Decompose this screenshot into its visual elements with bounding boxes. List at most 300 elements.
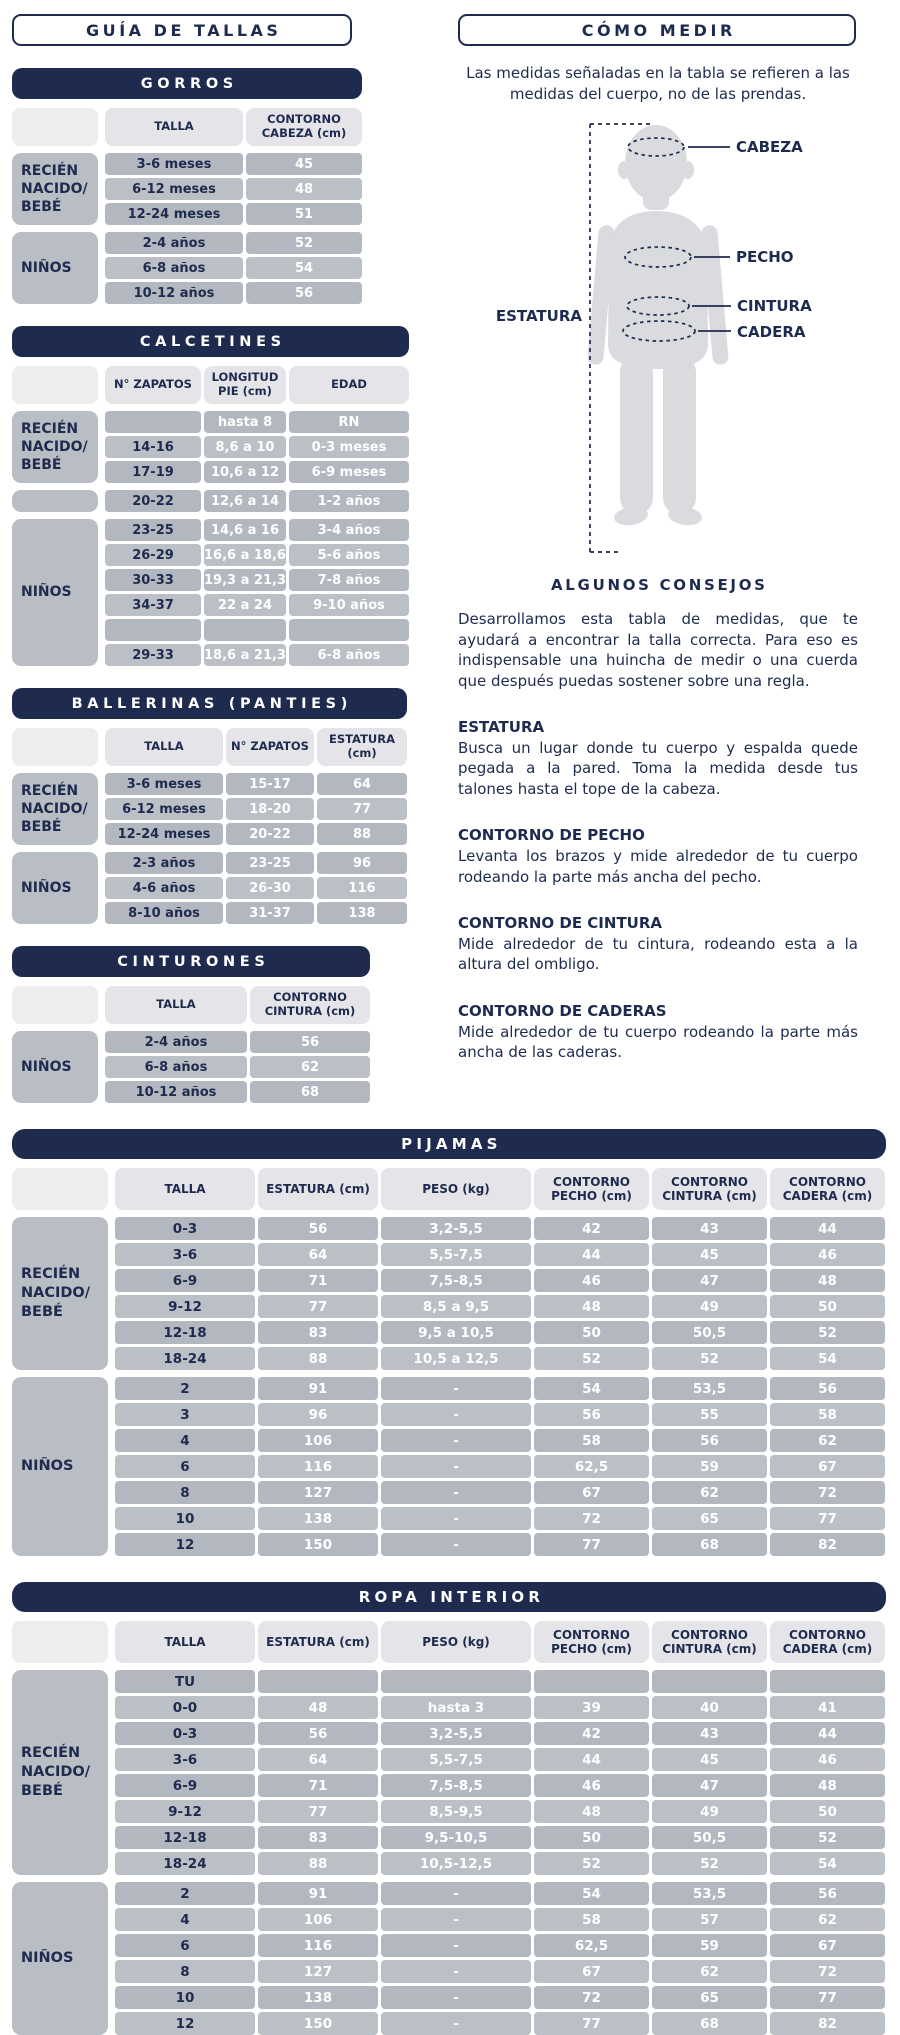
table-cell: 14,6 a 16 [204,519,286,541]
group-rows [115,1377,886,1556]
table-cell: 20-22 [226,823,314,845]
table-cell: 9,5 a 10,5 [381,1321,531,1344]
table-title-bar: GORROS [12,68,362,99]
table-cell [652,1670,767,1693]
table-cell: 6-8 años [105,1056,247,1078]
table-cell: 8,5 a 9,5 [381,1295,531,1318]
measure-tip [458,914,858,975]
table-cell [105,411,201,433]
table-cell: 77 [770,1986,885,2009]
group-label: NIÑOS [12,852,98,924]
table-row [105,1081,370,1103]
table-cell: 6 [115,1934,255,1957]
estatura-label: ESTATURA [495,307,582,326]
table-cell [105,619,201,641]
tip-text: Mide alrededor de tu cintura, rodeando esta a la altura del ombligo. [458,934,858,974]
table-cell: 53,5 [652,1882,767,1905]
table-cell: 50,5 [652,1826,767,1849]
table-cell: 56 [770,1377,885,1400]
group-rows [105,490,409,512]
table-cell: 138 [258,1507,378,1530]
table-row [105,436,409,458]
table-cell: 62 [770,1429,885,1452]
table-cell: 127 [258,1481,378,1504]
table-cell: 49 [652,1800,767,1823]
column-header: TALLA [105,108,243,146]
table-cell: - [381,1908,531,1931]
group-label: RECIÉN NACIDO/ BEBÉ [12,153,98,225]
table-cell: TU [115,1670,255,1693]
table-title-bar: CINTURONES [12,946,370,977]
table-cell: 62 [250,1056,370,1078]
table-cell: 6-12 meses [105,178,243,200]
group-label: RECIÉN NACIDO/ BEBÉ [12,1217,108,1370]
table-cell: 10-12 años [105,1081,247,1103]
table-corner-cell [12,986,98,1024]
table-cell: 56 [770,1882,885,1905]
table-cell: 4 [115,1429,255,1452]
measure-tip [458,1002,858,1063]
table-row [115,1696,886,1719]
table-cinturones [12,946,370,1103]
table-group [12,852,407,924]
group-rows [105,153,362,225]
table-group [12,490,409,512]
page-title: GUÍA DE TALLAS [12,14,352,46]
table-group [12,1377,886,1556]
table-cell: 39 [534,1696,649,1719]
table-header-cells [105,108,362,146]
table-row [115,1852,886,1875]
table-cell: 77 [258,1800,378,1823]
group-rows [115,1670,886,1875]
table-cell: 59 [652,1455,767,1478]
table-row [115,1670,886,1693]
table-row [115,1403,886,1426]
column-header: CONTORNO CINTURA (cm) [250,986,370,1024]
table-cell: 43 [652,1722,767,1745]
table-group [12,773,407,845]
table-cell: 19,3 a 21,3 [204,569,286,591]
table-cell: 12 [115,1533,255,1556]
table-cell: 58 [534,1908,649,1931]
table-cell: 54 [534,1882,649,1905]
table-cell: 14-16 [105,436,201,458]
column-header: ESTATURA (cm) [258,1621,378,1663]
top-two-columns [12,14,886,1103]
table-cell: 52 [246,232,362,254]
table-cell: 5,5-7,5 [381,1748,531,1771]
table-cell: - [381,1377,531,1400]
table-cell: 12,6 a 14 [204,490,286,512]
table-title-bar: ROPA INTERIOR [12,1582,886,1612]
table-cell: 6-12 meses [105,798,223,820]
table-cell: 116 [258,1455,378,1478]
table-cell: - [381,1507,531,1530]
tip-heading: CONTORNO DE CADERAS [458,1001,667,1020]
table-cell: 17-19 [105,461,201,483]
table-row [115,1217,886,1240]
group-label: RECIÉN NACIDO/ BEBÉ [12,1670,108,1875]
table-cell: 83 [258,1826,378,1849]
table-cell: 83 [258,1321,378,1344]
table-header-cells [105,366,409,404]
column-header: CONTORNO PECHO (cm) [534,1168,649,1210]
table-corner-cell [12,728,98,766]
tip-heading: ESTATURA [458,717,545,736]
table-ballerinas [12,688,407,924]
column-header: ESTATURA (cm) [258,1168,378,1210]
column-header: CONTORNO CADERA (cm) [770,1168,885,1210]
group-rows [105,1031,370,1103]
table-row [115,1507,886,1530]
table-cell: 62 [770,1908,885,1931]
table-cell: 12 [115,2012,255,2035]
table-cell: 0-0 [115,1696,255,1719]
table-cell: 56 [250,1031,370,1053]
table-cell: 50,5 [652,1321,767,1344]
column-header: TALLA [115,1621,255,1663]
table-cell: 6-9 meses [289,461,409,483]
table-cell: 12-24 meses [105,823,223,845]
table-cell: 44 [534,1243,649,1266]
table-group [12,1670,886,1875]
table-cell: 54 [770,1852,885,1875]
table-row [115,1377,886,1400]
table-title-bar: CALCETINES [12,326,409,357]
table-cell: 18,6 a 21,3 [204,644,286,666]
table-cell: 138 [258,1986,378,2009]
table-cell: 71 [258,1774,378,1797]
table-cell: 48 [534,1800,649,1823]
table-row [105,519,409,541]
table-cell: 23-25 [105,519,201,541]
tip-heading: CONTORNO DE PECHO [458,826,645,845]
measure-intro-text: Las medidas señaladas en la tabla se refieren a las medidas del cuerpo, no de las prendas. [466,64,850,103]
table-corner-cell [12,108,98,146]
table-cell: 23-25 [226,852,314,874]
table-cell: 56 [246,282,362,304]
table-cell: 50 [534,1826,649,1849]
table-row [115,1960,886,1983]
table-cell: 46 [770,1243,885,1266]
table-row [105,619,409,641]
table-cell: 77 [317,798,407,820]
group-rows [115,1882,886,2035]
table-cell: 54 [246,257,362,279]
table-row [105,1031,370,1053]
table-row [115,1908,886,1931]
table-row [115,1429,886,1452]
table-cell: 62,5 [534,1934,649,1957]
table-cell: 54 [770,1347,885,1370]
table-cell: 64 [317,773,407,795]
table-cell: 106 [258,1429,378,1452]
table-row [105,544,409,566]
table-cell: hasta 3 [381,1696,531,1719]
table-row [115,1533,886,1556]
table-cell: 48 [770,1774,885,1797]
table-cell: 56 [258,1722,378,1745]
column-header: PESO (kg) [381,1621,531,1663]
table-cell: 52 [534,1347,649,1370]
table-cell: 12-18 [115,1321,255,1344]
column-header: PESO (kg) [381,1168,531,1210]
table-cell: 48 [246,178,362,200]
table-cell: - [381,1429,531,1452]
pecho-label: PECHO [736,248,794,267]
column-header: EDAD [289,366,409,404]
table-cell: 10 [115,1986,255,2009]
measure-tip [458,718,858,799]
table-cell: 46 [770,1748,885,1771]
table-cell [204,619,286,641]
table-cell: 26-29 [105,544,201,566]
table-cell: 45 [652,1243,767,1266]
column-header: N° ZAPATOS [226,728,314,766]
table-row [115,1347,886,1370]
table-cell: 71 [258,1269,378,1292]
group-rows [115,1217,886,1370]
table-cell: 52 [652,1852,767,1875]
table-row [105,232,362,254]
table-row [105,594,409,616]
column-header: TALLA [105,986,247,1024]
table-cell: 10 [115,1507,255,1530]
table-row [115,1455,886,1478]
table-cell: 50 [770,1295,885,1318]
column-header: CONTORNO CADERA (cm) [770,1621,885,1663]
table-cell: - [381,1986,531,2009]
table-row [105,823,407,845]
table-header-cells [105,986,370,1024]
table-row [105,902,407,924]
group-label: NIÑOS [12,519,98,666]
table-cell: 91 [258,1377,378,1400]
table-cell: 2-4 años [105,232,243,254]
table-cell: 30-33 [105,569,201,591]
table-row [115,1986,886,2009]
table-row [105,877,407,899]
table-row [115,1321,886,1344]
column-header: TALLA [105,728,223,766]
table-cell: 56 [258,1217,378,1240]
table-groups [12,773,407,924]
table-cell: 82 [770,1533,885,1556]
table-cell: 67 [770,1455,885,1478]
table-cell: 52 [770,1826,885,1849]
column-header: CONTORNO CINTURA (cm) [652,1168,767,1210]
table-cell: 88 [317,823,407,845]
table-cell [534,1670,649,1693]
table-row [105,852,407,874]
table-corner-cell [12,1621,108,1663]
table-cell: 7,5-8,5 [381,1269,531,1292]
group-label: NIÑOS [12,1031,98,1103]
table-cell: 53,5 [652,1377,767,1400]
table-cell: 52 [770,1321,885,1344]
table-cell: 4-6 años [105,877,223,899]
table-cell: 150 [258,1533,378,1556]
table-cell: 67 [770,1934,885,1957]
table-cell: 0-3 [115,1217,255,1240]
table-cell: - [381,1882,531,1905]
table-groups [12,1670,886,2035]
table-cell: 96 [317,852,407,874]
table-cell: 44 [770,1722,885,1745]
table-row [105,461,409,483]
table-header-cells [115,1621,886,1663]
table-cell: 29-33 [105,644,201,666]
table-cell: - [381,1455,531,1478]
cintura-label: CINTURA [737,297,812,316]
table-cell: 150 [258,2012,378,2035]
table-row [105,282,362,304]
column-header: CONTORNO CABEZA (cm) [246,108,362,146]
table-cell: 52 [534,1852,649,1875]
table-cell: 91 [258,1882,378,1905]
table-row [105,257,362,279]
table-cell: 3-4 años [289,519,409,541]
table-cell: 3-6 meses [105,773,223,795]
table-cell: 9-12 [115,1295,255,1318]
table-cell: 58 [770,1403,885,1426]
table-cell: 50 [770,1800,885,1823]
table-cell: 45 [652,1748,767,1771]
how-to-measure-column [458,14,858,1062]
table-row [115,2012,886,2035]
tip-heading: CONTORNO DE CINTURA [458,913,663,932]
column-header: CONTORNO PECHO (cm) [534,1621,649,1663]
table-cell: 10,5 a 12,5 [381,1347,531,1370]
group-label: NIÑOS [12,232,98,304]
table-row [105,178,362,200]
table-cell: - [381,1481,531,1504]
table-cell: 48 [258,1696,378,1719]
table-cell: 3-6 meses [105,153,243,175]
table-cell: 67 [534,1960,649,1983]
table-cell: 52 [652,1347,767,1370]
table-cell: 8 [115,1481,255,1504]
table-row [115,1722,886,1745]
table-cell [381,1670,531,1693]
table-cell: 0-3 [115,1722,255,1745]
table-cell: 8,6 a 10 [204,436,286,458]
table-cell: 6-9 [115,1269,255,1292]
table-groups [12,411,409,666]
table-cell: 8 [115,1960,255,1983]
table-cell: 77 [534,1533,649,1556]
measure-tip [458,826,858,887]
table-cell: 3,2-5,5 [381,1722,531,1745]
table-cell: 31-37 [226,902,314,924]
tips-title: ALGUNOS CONSEJOS [550,576,768,595]
group-rows [105,519,409,666]
table-cell: 10,5-12,5 [381,1852,531,1875]
table-cell: 3 [115,1403,255,1426]
table-group [12,1882,886,2035]
column-header: ESTATURA (cm) [317,728,407,766]
table-cell: 56 [534,1403,649,1426]
table-row [105,798,407,820]
table-cell: 22 a 24 [204,594,286,616]
table-row [115,1748,886,1771]
table-cell: 48 [534,1295,649,1318]
table-calcetines [12,326,409,666]
table-cell: 51 [246,203,362,225]
table-cell: 6-8 años [105,257,243,279]
body-measure-diagram [430,118,860,560]
table-cell: 3,2-5,5 [381,1217,531,1240]
table-cell: 46 [534,1774,649,1797]
table-row [105,773,407,795]
column-header: TALLA [115,1168,255,1210]
table-header-cells [105,728,407,766]
table-cell: 18-24 [115,1852,255,1875]
table-cell: 3-6 [115,1748,255,1771]
table-title-bar: PIJAMAS [12,1129,886,1159]
table-row [115,1774,886,1797]
tip-text: Mide alrededor de tu cuerpo rodeando la parte más ancha de las caderas. [458,1022,858,1062]
table-cell: 62,5 [534,1455,649,1478]
table-cell: 6-9 [115,1774,255,1797]
group-rows [105,852,407,924]
table-cell: 5-6 años [289,544,409,566]
table-row [105,411,409,433]
group-rows [105,232,362,304]
table-title-bar: BALLERINAS (PANTIES) [12,688,407,719]
table-cell: 2 [115,1882,255,1905]
table-cell: 68 [250,1081,370,1103]
table-cell: 62 [652,1481,767,1504]
group-label: RECIÉN NACIDO/ BEBÉ [12,773,98,845]
table-header-row [12,1621,886,1663]
table-row [115,1295,886,1318]
table-cell: 106 [258,1908,378,1931]
table-cell: 116 [317,877,407,899]
table-cell: 68 [652,1533,767,1556]
table-cell: 16,6 a 18,6 [204,544,286,566]
table-cell: 45 [246,153,362,175]
table-cell: 6 [115,1455,255,1478]
table-cell: 77 [534,2012,649,2035]
table-cell: 6-8 años [289,644,409,666]
table-cell: 62 [652,1960,767,1983]
table-row [115,1882,886,1905]
table-cell: 57 [652,1908,767,1931]
table-cell: RN [289,411,409,433]
table-header-cells [115,1168,886,1210]
table-cell: 4 [115,1908,255,1931]
table-cell: 47 [652,1269,767,1292]
table-cell: 26-30 [226,877,314,899]
table-cell: 8,5-9,5 [381,1800,531,1823]
table-cell: 58 [534,1429,649,1452]
group-label: NIÑOS [12,1882,108,2035]
table-cell: 0-3 meses [289,436,409,458]
table-cell: 49 [652,1295,767,1318]
table-row [115,1243,886,1266]
table-cell: 10-12 años [105,282,243,304]
group-label: RECIÉN NACIDO/ BEBÉ [12,411,98,483]
table-group [12,411,409,483]
table-header-row [12,366,409,404]
table-cell: 116 [258,1934,378,1957]
table-cell: 7,5-8,5 [381,1774,531,1797]
table-row [115,1826,886,1849]
table-cell: 64 [258,1748,378,1771]
table-row [105,569,409,591]
